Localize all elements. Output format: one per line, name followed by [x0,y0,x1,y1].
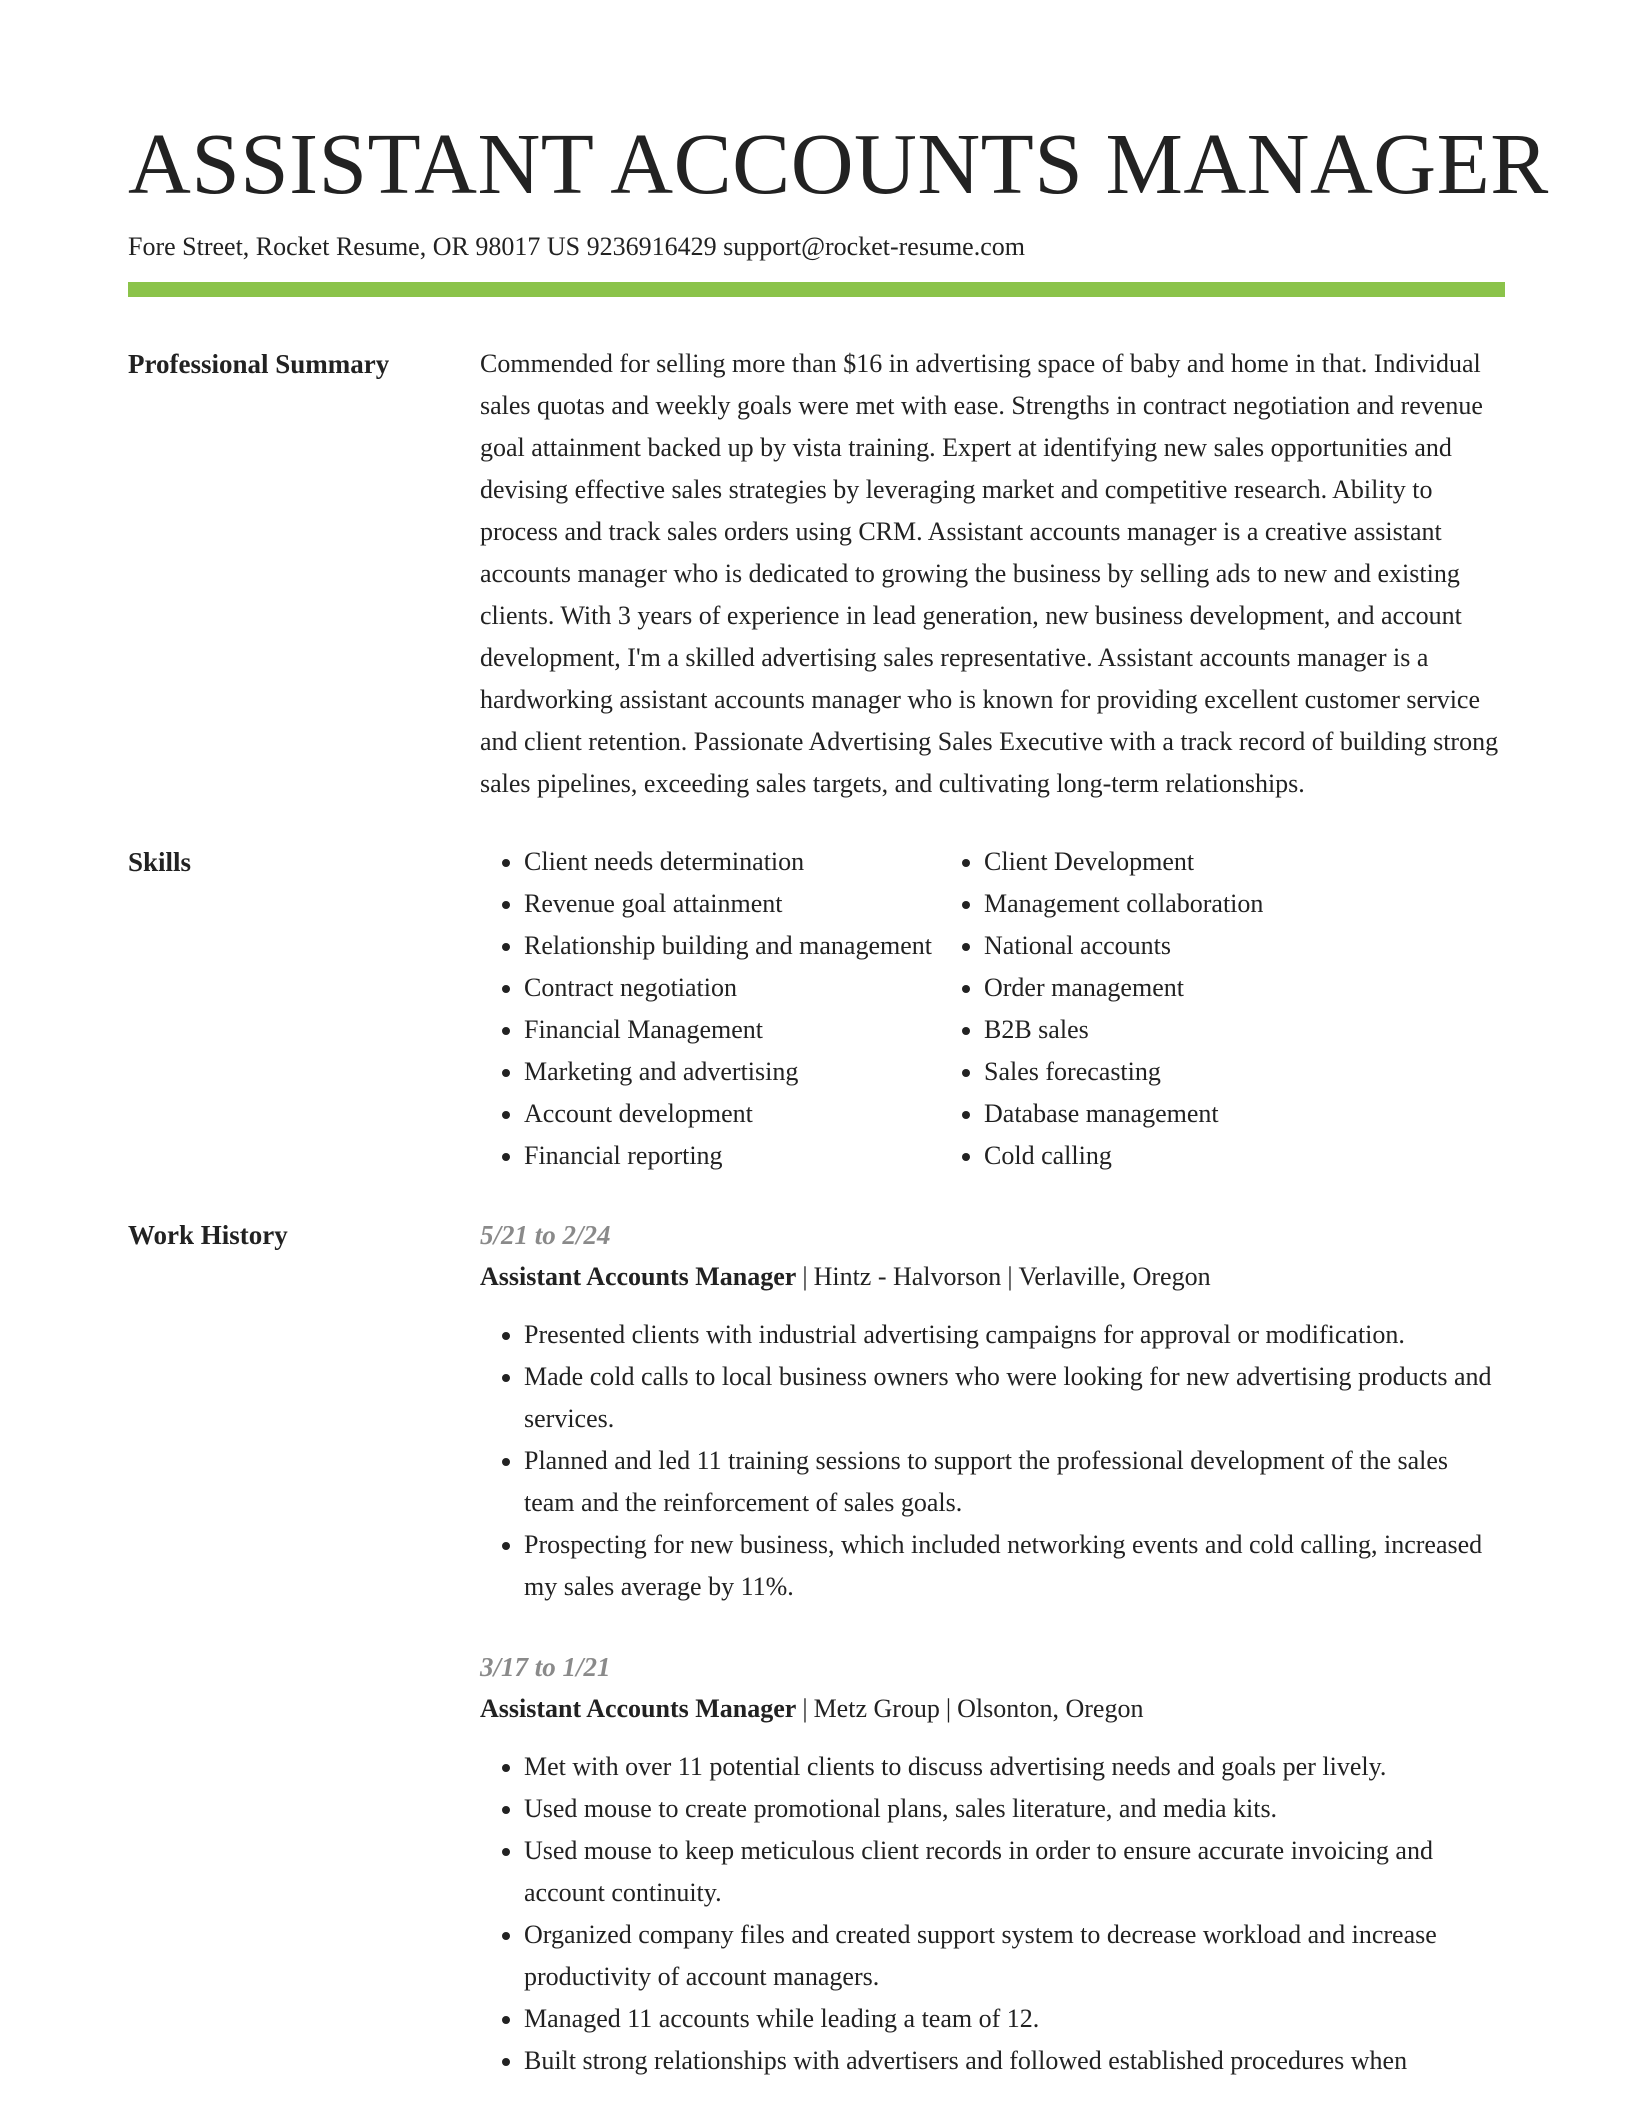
section-professional-summary [128,343,1505,805]
skill-item: • Relationship building and management [524,925,940,967]
job-bullet: • Organized company files and created support system to decrease workload and increase productivity of account managers. [524,1914,1505,1998]
summary-body [480,343,1505,805]
job-bullets [480,1314,1505,1608]
job-bullet: • Made cold calls to local business owners who were looking for new advertising products and services. [524,1356,1505,1440]
skill-item: • Cold calling [984,1135,1263,1177]
accent-divider [128,282,1505,297]
skills-columns [480,841,1505,1177]
job-bullet: • Presented clients with industrial advertising campaigns for approval or modification. [524,1314,1505,1356]
job-title: Assistant Accounts Manager [480,1694,797,1724]
skills-column-2 [940,841,1263,1177]
skill-item: • Financial Management [524,1009,940,1051]
summary-text: Commended for selling more than $16 in advertising space of baby and home in that. Individual sales quotas and weekly goals were met with ease. Strengths in contract negotiation and revenue goal attainment backed up by vista training. Expert at identifying new sales opportunities and devising effective sales strategies by leveraging market and competitive research. Ability to process and track sales orders using CRM. Assistant accounts manager is a creative assistant accounts manager who is dedicated to growing the business by selling ads to new and existing clients. With 3 years of experience in lead generation, new business development, and account development, I'm a skilled advertising sales representative. Assistant accounts manager is a hardworking assistant accounts manager who is known for providing excellent customer service and client retention. Passionate Advertising Sales Executive with a track record of building strong sales pipelines, exceeding sales targets, and cultivating long-term relationships. [480,349,1499,799]
job-company: Hintz - Halvorson [813,1262,1002,1292]
job-bullet: • Prospecting for new business, which included networking events and cold calling, increased my sales average by 11%. [524,1524,1505,1608]
skill-item: • Account development [524,1093,940,1135]
contact-email[interactable]: support@rocket-resume.com [723,232,1025,261]
skill-item: • Client Development [984,841,1263,883]
job-bullet: • Planned and led 11 training sessions to support the professional development of the sales team and the reinforcement of sales goals. [524,1440,1505,1524]
job-bullet: • Used mouse to create promotional plans, sales literature, and media kits. [524,1788,1505,1830]
job-dates: 3/17 to 1/21 [480,1652,611,1683]
skill-item: • Contract negotiation [524,967,940,1009]
skills-body [480,841,1505,1177]
skill-item: • Financial reporting [524,1135,940,1177]
contact-line [128,231,1505,262]
contact-phone: 9236916429 [586,232,717,261]
skill-item: • Client needs determination [524,841,940,883]
job-company: Metz Group [813,1694,940,1724]
skill-item: • Order management [984,967,1263,1009]
separator: | [1007,1262,1013,1292]
section-title-summary: Professional Summary [128,349,390,380]
job-entry [480,1214,1505,1608]
job-bullet: • Met with over 11 potential clients to discuss advertising needs and goals per lively. [524,1746,1505,1788]
skill-item: • Revenue goal attainment [524,883,940,925]
separator: | [945,1694,952,1724]
contact-address: Fore Street, Rocket Resume, OR 98017 US [128,232,581,261]
skill-item: • Marketing and advertising [524,1051,940,1093]
job-heading [480,1688,1505,1730]
skills-column-1 [480,841,940,1177]
resume-name-heading: ASSISTANT ACCOUNTS MANAGER [128,115,1549,212]
skill-item: • National accounts [984,925,1263,967]
job-entry [480,1646,1505,2082]
job-heading [480,1256,1505,1298]
section-title-skills: Skills [128,847,192,878]
job-location: Verlaville, Oregon [1018,1262,1211,1292]
section-skills [128,841,1505,1177]
job-bullet: • Used mouse to keep meticulous client records in order to ensure accurate invoicing and account continuity. [524,1830,1505,1914]
job-title: Assistant Accounts Manager [480,1262,797,1292]
section-title-work: Work History [128,1220,288,1251]
separator: | [802,1262,808,1292]
job-location: Olsonton, Oregon [957,1694,1144,1724]
section-work-history [128,1214,1505,2120]
job-dates: 5/21 to 2/24 [480,1220,611,1251]
work-body [480,1214,1505,2120]
skill-item: • Sales forecasting [984,1051,1263,1093]
job-bullet: • Built strong relationships with advertisers and followed established procedures when [524,2040,1505,2082]
job-bullets [480,1746,1505,2082]
job-bullet: • Managed 11 accounts while leading a team of 12. [524,1998,1505,2040]
skill-item: • Database management [984,1093,1263,1135]
resume-page [128,115,1549,2120]
skill-item: • Management collaboration [984,883,1263,925]
skill-item: • B2B sales [984,1009,1263,1051]
separator: | [802,1694,808,1724]
